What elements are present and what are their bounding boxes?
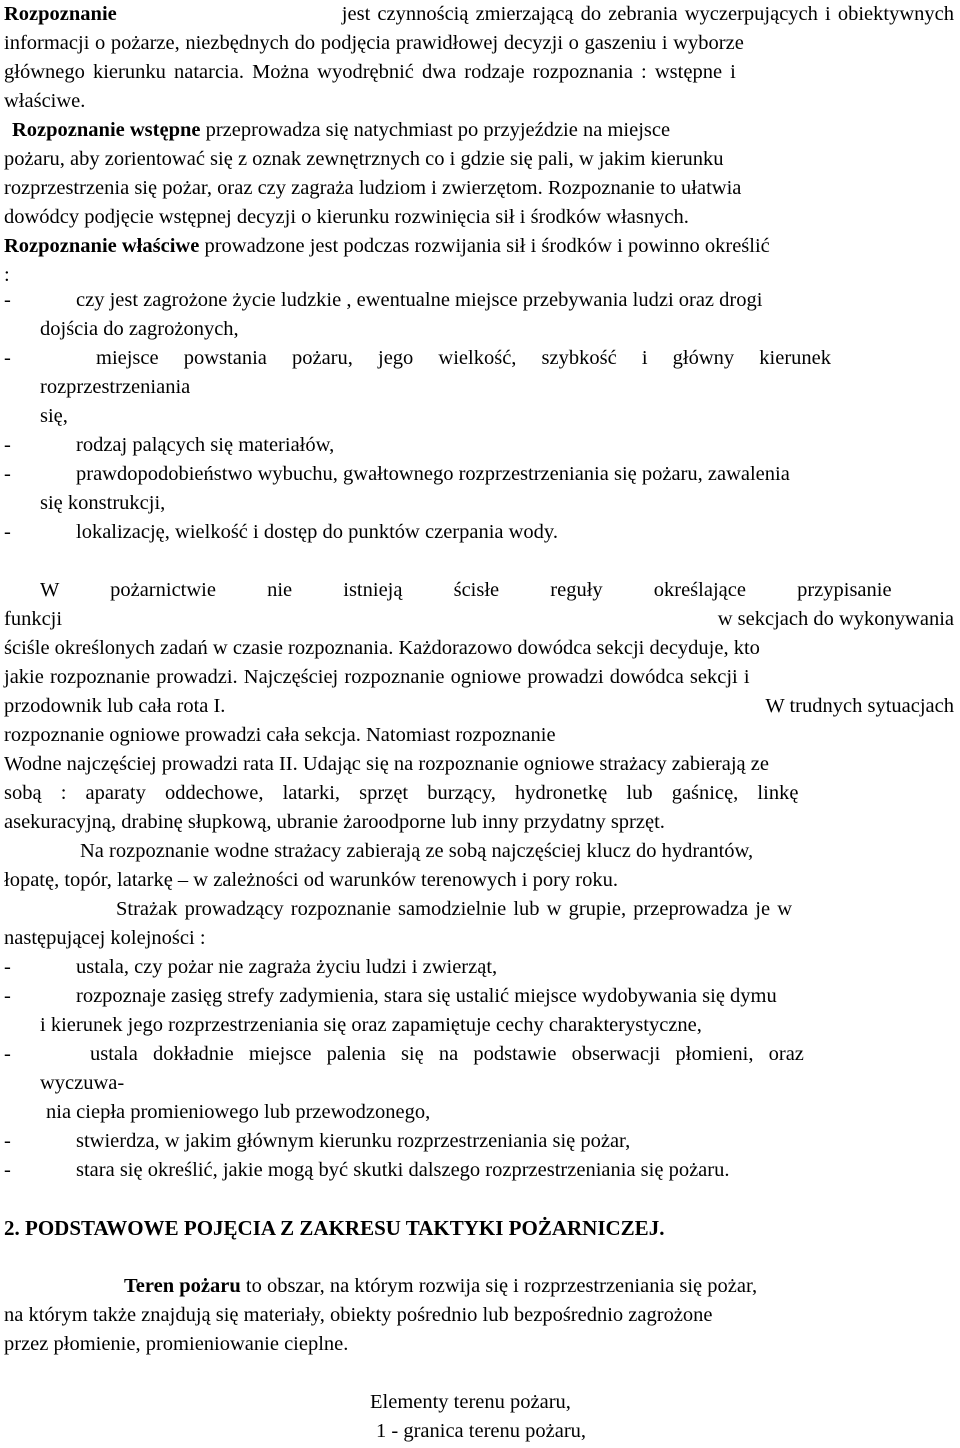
paragraph-line: ściśle określonych zadań w czasie rozpoznania. Każdorazowo dowódca sekcji decyduje, kto (4, 637, 760, 659)
paragraph-line (4, 692, 954, 721)
text-span: jest czynnością zmierzającą do zebrania wyczerpujących i obiektywnych (341, 3, 954, 25)
list-item-text: ustala, czy pożar nie zagraża życiu ludzi i zwierząt, (76, 956, 498, 978)
paragraph-line: łopatę, topór, latarkę – w zależności od warunków terenowych i pory roku. (4, 869, 618, 891)
bold-term: Rozpoznanie właściwe (4, 235, 200, 257)
list-item (4, 1040, 804, 1069)
list-item (4, 953, 498, 982)
paragraph-line: jakie rozpoznanie prowadzi. Najczęściej rozpoznanie ogniowe prowadzi dowódca sekcji i (4, 666, 750, 688)
list-item-continuation: się, (40, 405, 68, 427)
list-item-text: miejsce powstania pożaru, jego wielkość, szybkość i główny kierunek (96, 347, 831, 369)
text-span: prowadzone jest podczas rozwijania sił i środków i powinno określić (204, 235, 770, 257)
paragraph-line: informacji o pożarze, niezbędnych do podjęcia prawidłowej decyzji o gaszeniu i wyborze (4, 32, 744, 54)
list-item-text: stwierdza, w jakim głównym kierunku rozprzestrzeniania się pożar, (76, 1130, 631, 1152)
list-item (4, 518, 558, 547)
list-dash: - (4, 347, 11, 369)
paragraph-line (4, 232, 770, 261)
list-item-text: prawdopodobieństwo wybuchu, gwałtownego rozprzestrzeniania się pożaru, zawalenia (76, 463, 790, 485)
paragraph-line: Na rozpoznanie wodne strażacy zabierają ze sobą najczęściej klucz do hydrantów, (80, 840, 754, 862)
bold-term: Rozpoznanie (4, 3, 117, 25)
list-dash: - (4, 289, 11, 311)
list-dash: - (4, 956, 11, 978)
list-dash: - (4, 434, 11, 456)
paragraph-line: pożaru, aby zorientować się z oznak zewnętrznych co i gdzie się pali, w jakim kierunku (4, 148, 724, 170)
elements-list-item: 1 - granica terenu pożaru, (376, 1420, 587, 1442)
text-span: funkcji (4, 608, 63, 630)
list-dash: - (4, 463, 11, 485)
list-item (4, 344, 831, 373)
paragraph-line: następującej kolejności : (4, 927, 206, 949)
list-item (4, 982, 777, 1011)
list-dash: - (4, 521, 11, 543)
text-span: przodownik lub cała rota I. (4, 695, 226, 717)
list-item-continuation: wyczuwa- (40, 1072, 125, 1094)
paragraph-line: rozpoznanie ogniowe prowadzi cała sekcja. Natomiast rozpoznanie (4, 724, 556, 746)
paragraph-line (4, 605, 954, 634)
list-dash: - (4, 1159, 11, 1181)
paragraph-line: W pożarnictwie nie istnieją ścisłe reguły określające przypisanie (40, 579, 892, 601)
elements-caption: Elementy terenu pożaru, (370, 1391, 571, 1413)
list-item (4, 431, 335, 460)
paragraph-line: Wodne najczęściej prowadzi rata II. Udając się na rozpoznanie ogniowe strażacy zabierają ze (4, 753, 769, 775)
text-span: to obszar, na którym rozwija się i rozprzestrzeniania się pożar, (245, 1275, 758, 1297)
list-item-continuation: dojścia do zagrożonych, (40, 318, 239, 340)
paragraph-line: sobą : aparaty oddechowe, latarki, sprzęt burzący, hydronetkę lub gaśnicę, linkę (4, 782, 799, 804)
list-item-continuation: się konstrukcji, (40, 492, 166, 514)
paragraph-line (12, 116, 670, 145)
list-item-continuation: rozprzestrzeniania (40, 376, 191, 398)
list-dash: - (4, 1130, 11, 1152)
paragraph-line: asekuracyjną, drabinę słupkową, ubranie żaroodporne lub inny przydatny sprzęt. (4, 811, 665, 833)
paragraph-line (4, 0, 954, 29)
list-item-text: rodzaj palących się materiałów, (76, 434, 335, 456)
list-dash: - (4, 1043, 11, 1065)
paragraph-line: dowódcy podjęcie wstępnej decyzji o kierunku rozwinięcia sił i środków własnych. (4, 206, 689, 228)
paragraph-line (124, 1272, 757, 1301)
list-item (4, 286, 763, 315)
paragraph-line: : (4, 264, 10, 286)
paragraph-line: rozprzestrzenia się pożar, oraz czy zagraża ludziom i zwierzętom. Rozpoznanie to ułatwia (4, 177, 742, 199)
text-span: w sekcjach do wykonywania (717, 608, 954, 630)
bold-term: Teren pożaru (124, 1275, 241, 1297)
list-item-text: ustala dokładnie miejsce palenia się na podstawie obserwacji płomieni, oraz (90, 1043, 804, 1065)
section-heading: 2. PODSTAWOWE POJĘCIA Z ZAKRESU TAKTYKI POŻARNICZEJ. (4, 1216, 665, 1240)
list-item-text: stara się określić, jakie mogą być skutki dalszego rozprzestrzeniania się pożaru. (76, 1159, 730, 1181)
list-item-continuation: i kierunek jego rozprzestrzeniania się oraz zapamiętuje cechy charakterystyczne, (40, 1014, 702, 1036)
paragraph-line: Strażak prowadzący rozpoznanie samodzielnie lub w grupie, przeprowadza je w (116, 898, 792, 920)
paragraph-line: na którym także znajdują się materiały, obiekty pośrednio lub bezpośrednio zagrożone (4, 1304, 713, 1326)
list-item (4, 1156, 730, 1185)
list-item-text: rozpoznaje zasięg strefy zadymienia, stara się ustalić miejsce wydobywania się dymu (76, 985, 777, 1007)
list-dash: - (4, 985, 11, 1007)
list-item-continuation: nia ciepła promieniowego lub przewodzonego, (46, 1101, 431, 1123)
list-item-text: lokalizację, wielkość i dostęp do punktów czerpania wody. (76, 521, 558, 543)
paragraph-line: głównego kierunku natarcia. Można wyodrębnić dwa rodzaje rozpoznania : wstępne i (4, 61, 736, 83)
list-item (4, 460, 790, 489)
paragraph-line: przez płomienie, promieniowanie cieplne. (4, 1333, 349, 1355)
paragraph-line: właściwe. (4, 90, 86, 112)
text-span: przeprowadza się natychmiast po przyjeździe na miejsce (205, 119, 671, 141)
list-item (4, 1127, 631, 1156)
list-item-text: czy jest zagrożone życie ludzkie , ewentualne miejsce przebywania ludzi oraz drogi (76, 289, 763, 311)
bold-term: Rozpoznanie wstępne (12, 119, 201, 141)
text-span: W trudnych sytuacjach (765, 695, 954, 717)
